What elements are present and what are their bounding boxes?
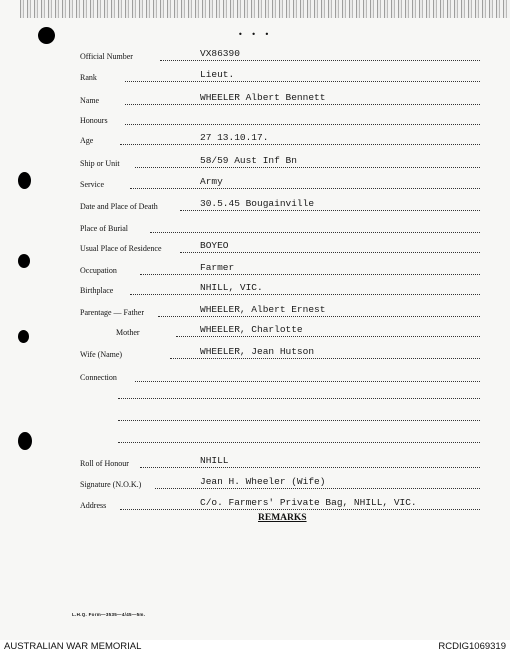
punch-hole: [38, 27, 55, 44]
scan-edge-noise: [20, 0, 510, 18]
field-value: Army: [200, 176, 223, 187]
field-label: Rank: [80, 73, 97, 82]
field-dotted-line: [180, 252, 480, 253]
field-label: Official Number: [80, 52, 133, 61]
field-dotted-line: [125, 124, 480, 125]
field-dotted-line: [130, 188, 480, 189]
scan-specks: • • •: [238, 30, 273, 39]
field-label: Signature (N.O.K.): [80, 480, 142, 489]
field-dotted-line: [158, 316, 480, 317]
field-label: Roll of Honour: [80, 459, 129, 468]
archive-footer: [0, 640, 510, 654]
field-value: VX86390: [200, 48, 240, 59]
field-value: WHEELER, Jean Hutson: [200, 346, 315, 357]
punch-hole: [18, 330, 29, 343]
field-dotted-line: [120, 144, 480, 145]
field-label: Parentage — Father: [80, 308, 144, 317]
field-value: Lieut.: [200, 69, 235, 80]
punch-hole: [18, 172, 31, 189]
field-dotted-line: [130, 294, 480, 295]
field-label: Connection: [80, 373, 117, 382]
field-label: Name: [80, 96, 100, 105]
field-dotted-line: [150, 232, 480, 233]
footer-institution: AUSTRALIAN WAR MEMORIAL: [4, 641, 142, 652]
field-label: Birthplace: [80, 286, 114, 295]
field-value: Jean H. Wheeler (Wife): [200, 476, 326, 487]
field-label: Usual Place of Residence: [80, 244, 162, 253]
field-label: Place of Burial: [80, 224, 128, 233]
field-dotted-line: [176, 336, 480, 337]
field-value: 27 13.10.17.: [200, 132, 269, 143]
field-value: NHILL, VIC.: [200, 282, 263, 293]
field-value: WHEELER, Charlotte: [200, 324, 303, 335]
field-dotted-line: [125, 104, 480, 105]
field-value: WHEELER Albert Bennett: [200, 92, 326, 103]
field-dotted-line: [140, 274, 480, 275]
field-value: Farmer: [200, 262, 235, 273]
field-label: Date and Place of Death: [80, 202, 158, 211]
field-label: Ship or Unit: [80, 159, 120, 168]
field-dotted-line: [140, 467, 480, 468]
footer-record-id: RCDIG1069319: [438, 641, 506, 652]
field-value: NHILL: [200, 455, 229, 466]
field-label: Wife (Name): [80, 350, 123, 359]
field-label: Age: [80, 136, 94, 145]
field-dotted-line: [155, 488, 480, 489]
remarks-heading: REMARKS: [258, 513, 307, 523]
field-value: BOYEO: [200, 240, 229, 251]
punch-hole: [18, 432, 32, 450]
field-dotted-line: [120, 509, 480, 510]
field-dotted-line: [135, 381, 480, 382]
field-dotted-line: [125, 81, 480, 82]
field-label: Mother: [116, 328, 140, 337]
form-number: L.H.Q. Form—3535—4/45—5m.: [72, 612, 146, 617]
field-label: Occupation: [80, 266, 117, 275]
field-dotted-line: [135, 167, 480, 168]
field-label: Address: [80, 501, 107, 510]
punch-hole: [18, 254, 30, 268]
field-label: Service: [80, 180, 104, 189]
field-value: C/o. Farmers' Private Bag, NHILL, VIC.: [200, 497, 417, 508]
field-value: WHEELER, Albert Ernest: [200, 304, 326, 315]
field-dotted-line: [170, 358, 480, 359]
field-value: 58/59 Aust Inf Bn: [200, 155, 297, 166]
field-dotted-line: [160, 60, 480, 61]
field-label: Honours: [80, 116, 108, 125]
field-dotted-line: [180, 210, 480, 211]
field-value: 30.5.45 Bougainville: [200, 198, 315, 209]
